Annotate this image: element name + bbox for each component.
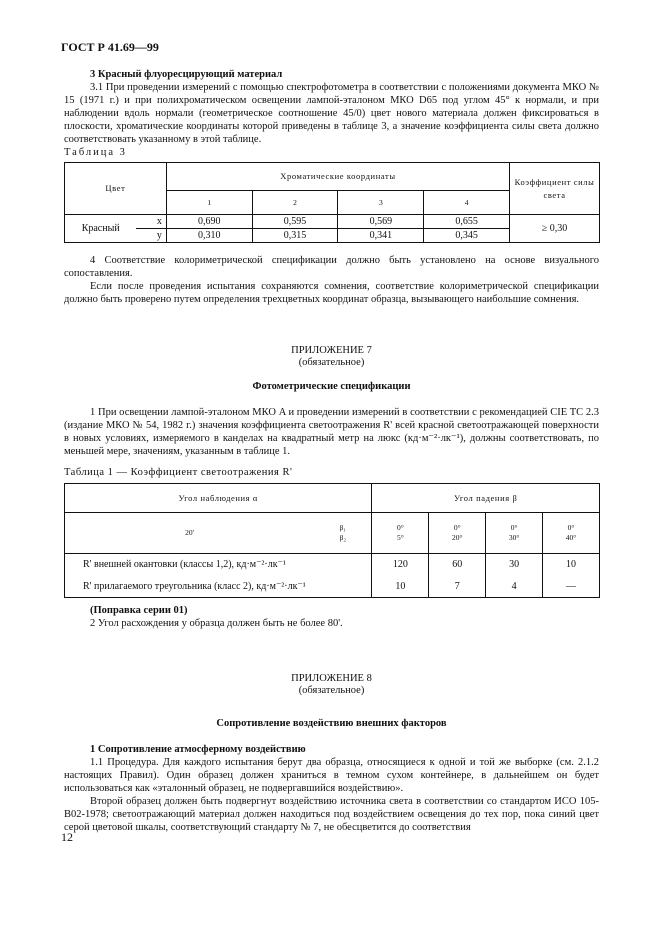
table-3-cell: 0,690 [166,215,252,229]
table-3-cell: 0,310 [166,229,252,243]
table-3-header-coef: Коэффициент силы света [510,163,600,215]
table-1-beta1: β₁ [339,523,346,532]
table-3-coord-number: 4 [424,191,510,215]
beta-value: 20° [452,533,463,542]
table-3-cell: 0,345 [424,229,510,243]
beta-value: 0° [396,523,404,532]
table-3-cell: 0,341 [338,229,424,243]
section-3 [64,68,599,146]
beta-value: 0° [510,523,518,532]
appendix-7-paragraph: 1 При освещении лампой-эталоном МКО A и проведении измерений в соответствии с рекомендацией CIE TC 2.3 (издание МКО № 54, 1982 г.) значения коэффициента светоотражения R' всей красной светоотражающей поверхности в новых условиях, измеряемого в канделах на квадратный метр на люкс (кд·м⁻²·лк⁻¹), должны соответствовать, по меньшей мере, значениям, указанным в таблице 1. [64,407,599,457]
appendix-8-text [64,743,599,834]
table-3-caption: Таблица 3 [64,147,127,158]
table-1-beta2: β₂ [339,533,346,542]
table-3-header-color: Цвет [65,163,167,215]
table-1-cell: 4 [486,576,543,598]
beta-value: 30° [508,533,520,542]
table-1-cell: 60 [429,554,486,576]
table-3-cell: 0,569 [338,215,424,229]
appendix-8-paragraph: Второй образец должен быть подвергнут воздействию источника света в соответствии со стандартом ИСО 105-B02-1978; светоотражающий материал должен находиться под воздействием освещения до тех пор, пока синий цвет серой цветовой шкалы, соответствующий стандарту № 7, не обесцветится до соответствия [64,796,599,833]
appendix-8-heading: Сопротивление воздействию внешних факторов [216,718,447,729]
table-1-row-label: R' внешней окантовки (классы 1,2), кд·м⁻²·лк⁻¹ [65,554,372,576]
table-3-header-coords: Хроматические координаты [166,163,509,191]
amendment-title: (Поправка серии 01) [90,605,188,616]
page-number: 12 [61,830,73,844]
table-3-coord-number: 2 [252,191,338,215]
table-1-cell: 10 [543,554,600,576]
table-3-coef-value: ≥ 0,30 [510,215,600,243]
table-3-x-label: x [136,215,166,229]
appendix-8-paragraph: 1.1 Процедура. Для каждого испытания берут два образца, относящиеся к одной и той же выборке (см. 2.1.2 настоящих Правил). Один образец должен храниться в темном сухом контейнере, в дальнейшем он будет использоваться как «эталонный образец, не подвергавшийся воздействию». [64,757,599,794]
note-paragraph: Если после проведения испытания сохраняются сомнения, соответствие колориметрической спецификации должно быть проверено путем определения трехцветных координат образца, вызывающего наибольшие сомнения. [64,281,599,305]
appendix-8-subheading: 1 Сопротивление атмосферному воздействию [90,744,306,755]
table-3-row-label: Красный [65,215,137,243]
note-paragraph: 4 Соответствие колориметрической спецификации должно быть установлено на основе визуального сопоставления. [64,255,599,279]
beta-value: 5° [396,533,404,542]
table-1-cell: — [543,576,600,598]
table-1-caption: Таблица 1 — Коэффициент светоотражения R' [64,467,293,478]
appendix-8-title: ПРИЛОЖЕНИЕ 8 [291,673,372,684]
table-1-row-label: R' прилагаемого треугольника (класс 2), кд·м⁻²·лк⁻¹ [65,576,372,598]
beta-value: 0° [453,523,461,532]
table-1-cell: 7 [429,576,486,598]
table-3-cell: 0,595 [252,215,338,229]
beta-value: 40° [565,533,577,542]
table-3-coord-number: 3 [338,191,424,215]
appendix-7-heading: Фотометрические спецификации [252,381,411,392]
table-3-cell: 0,315 [252,229,338,243]
table-1-header-observation: Угол наблюдения α [65,484,372,513]
amendment [64,604,599,630]
table-1-cell: 120 [372,554,429,576]
appendix-7-subtitle: (обязательное) [298,357,365,368]
section-3-paragraph: 3.1 При проведении измерений с помощью спектрофотометра в соответствии с положениями документа МКО № 15 (1971 г.) и при полихроматическом освещении лампой-эталоном МКО D65 под углом 45° к нормали, и при наблюдении вдоль нормали (геометрическое соотношение 45/0) цвет нового материала должен фиксироваться в плоскости, хроматические координаты которой приведены в таблице 3, а значение коэффициента силы света должно соответствовать указанному в этой таблице. [64,82,599,145]
table-3-coord-number: 1 [166,191,252,215]
appendix-7-text [64,406,599,458]
table-1-cell: 30 [486,554,543,576]
appendix-8-subtitle: (обязательное) [298,685,365,696]
amendment-paragraph: 2 Угол расхождения у образца должен быть не более 80'. [90,618,343,629]
appendix-7-title: ПРИЛОЖЕНИЕ 7 [291,345,372,356]
table-1 [64,483,600,598]
table-1-obs-angle: 20' [65,513,315,554]
section-3-notes [64,254,599,306]
table-1-header-incidence: Угол падения β [372,484,600,513]
table-3-y-label: y [136,229,166,243]
table-1-cell: 10 [372,576,429,598]
document-number: ГОСТ Р 41.69—99 [61,40,159,54]
table-3 [64,162,600,243]
table-3-cell: 0,655 [424,215,510,229]
section-3-title: 3 Красный флуоресцирующий материал [90,69,283,80]
beta-value: 0° [567,523,575,532]
